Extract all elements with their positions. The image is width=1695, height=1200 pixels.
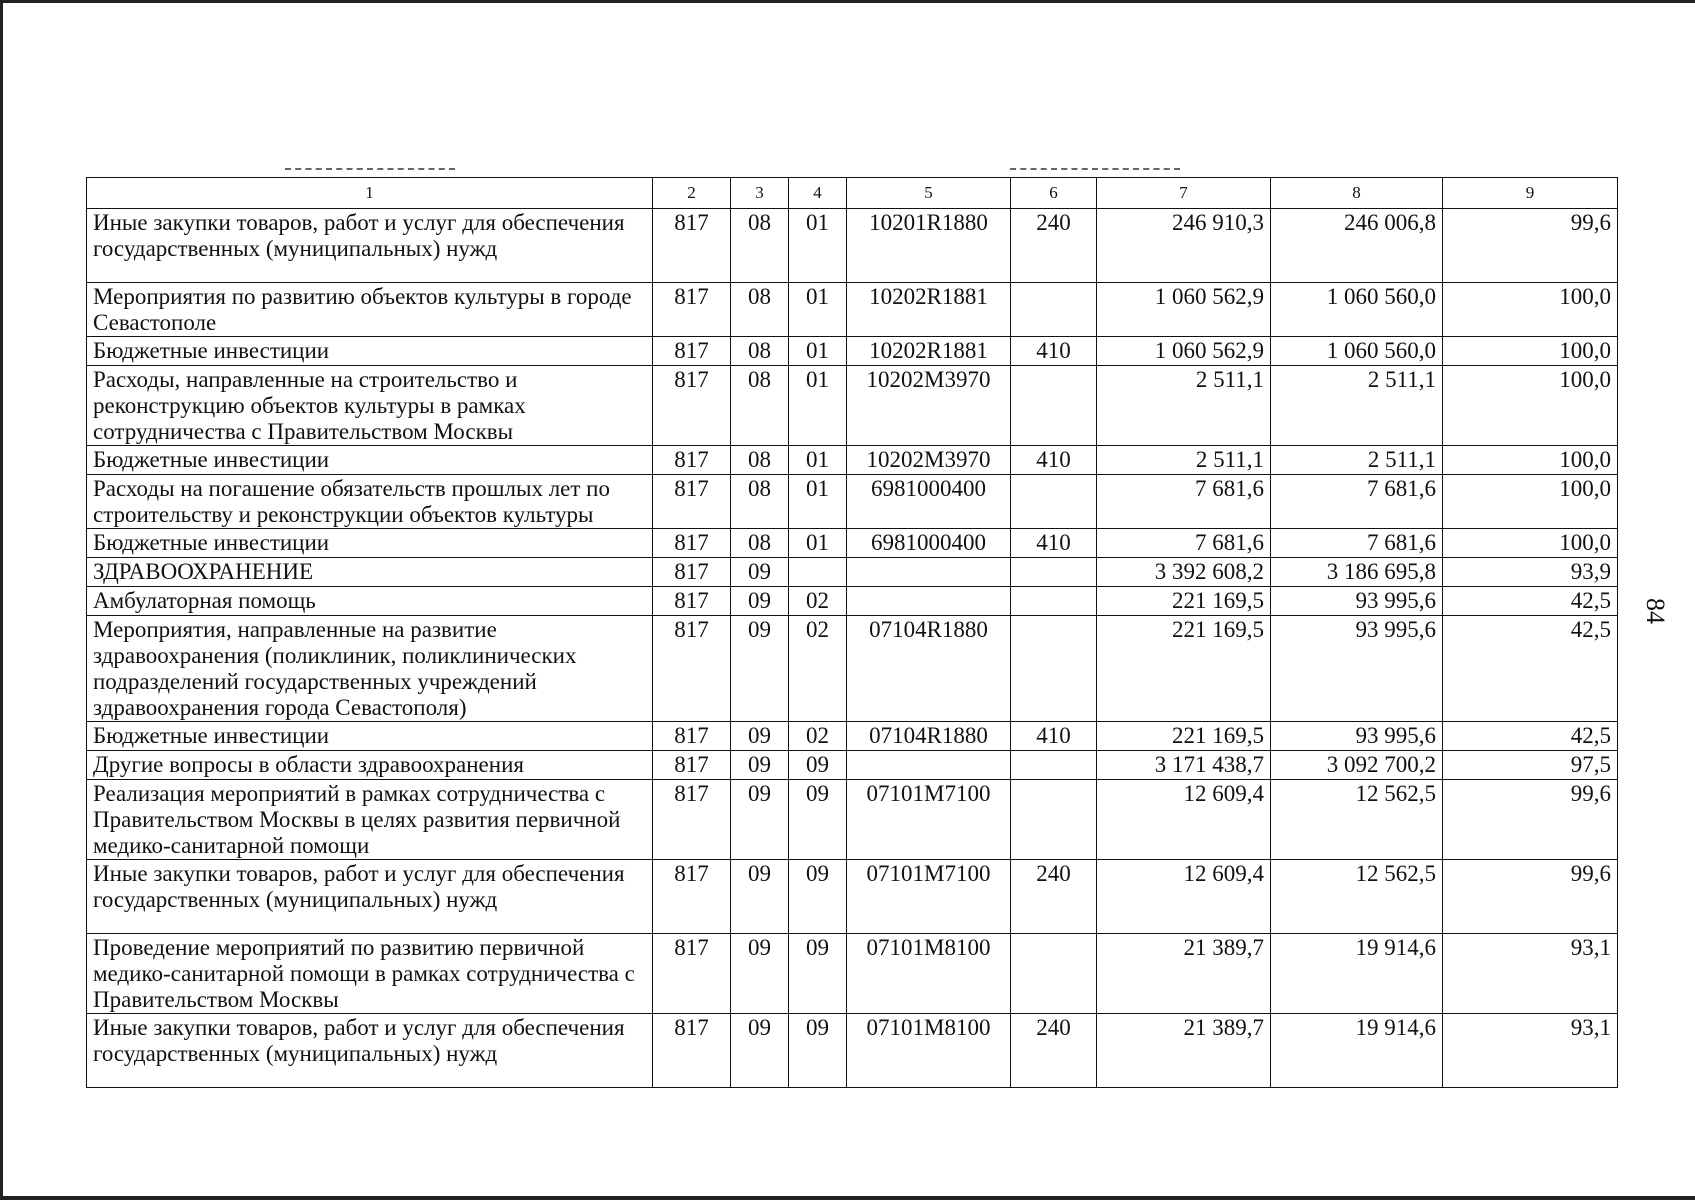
expense-type-code	[1011, 283, 1097, 337]
subsection-code: 01	[789, 337, 847, 366]
subsection-code: 09	[789, 751, 847, 780]
execution-percent: 99,6	[1443, 209, 1618, 283]
scan-edge-left	[0, 0, 3, 1200]
table-row	[87, 934, 1618, 1014]
subsection-code	[789, 558, 847, 587]
row-description: Другие вопросы в области здравоохранения	[87, 751, 653, 780]
admin-code: 817	[653, 209, 731, 283]
row-description: Иные закупки товаров, работ и услуг для обеспечения государственных (муниципальных) нужд	[87, 209, 653, 283]
target-article-code: 10201R1880	[847, 209, 1011, 283]
planned-amount: 246 910,3	[1097, 209, 1271, 283]
target-article-code: 10202R1881	[847, 337, 1011, 366]
planned-amount: 7 681,6	[1097, 529, 1271, 558]
execution-percent: 100,0	[1443, 283, 1618, 337]
admin-code: 817	[653, 446, 731, 475]
budget-table	[86, 177, 1618, 1088]
admin-code: 817	[653, 283, 731, 337]
table-row	[87, 722, 1618, 751]
subsection-code: 09	[789, 934, 847, 1014]
row-description: Иные закупки товаров, работ и услуг для обеспечения государственных (муниципальных) нужд	[87, 860, 653, 934]
table-row	[87, 366, 1618, 446]
execution-percent: 100,0	[1443, 337, 1618, 366]
table-row	[87, 337, 1618, 366]
row-description: ЗДРАВООХРАНЕНИЕ	[87, 558, 653, 587]
target-article-code: 07104R1880	[847, 616, 1011, 722]
section-code: 08	[731, 446, 789, 475]
table-row	[87, 780, 1618, 860]
section-code: 08	[731, 366, 789, 446]
expense-type-code	[1011, 934, 1097, 1014]
row-description: Расходы на погашение обязательств прошлых лет по строительству и реконструкции объектов культуры	[87, 475, 653, 529]
target-article-code: 07101M8100	[847, 1014, 1011, 1088]
admin-code: 817	[653, 475, 731, 529]
expense-type-code: 240	[1011, 1014, 1097, 1088]
section-code: 09	[731, 558, 789, 587]
column-number: 9	[1443, 178, 1618, 209]
row-description: Иные закупки товаров, работ и услуг для обеспечения государственных (муниципальных) нужд	[87, 1014, 653, 1088]
planned-amount: 3 392 608,2	[1097, 558, 1271, 587]
row-description: Бюджетные инвестиции	[87, 337, 653, 366]
expense-type-code	[1011, 616, 1097, 722]
expense-type-code: 240	[1011, 860, 1097, 934]
execution-percent: 93,9	[1443, 558, 1618, 587]
planned-amount: 2 511,1	[1097, 446, 1271, 475]
execution-percent: 97,5	[1443, 751, 1618, 780]
section-code: 08	[731, 475, 789, 529]
subsection-code: 02	[789, 722, 847, 751]
subsection-code: 01	[789, 209, 847, 283]
section-code: 08	[731, 283, 789, 337]
target-article-code: 10202R1881	[847, 283, 1011, 337]
column-number: 2	[653, 178, 731, 209]
table-row	[87, 860, 1618, 934]
column-number: 7	[1097, 178, 1271, 209]
target-article-code: 6981000400	[847, 475, 1011, 529]
table-row	[87, 283, 1618, 337]
page-number: 84	[1641, 598, 1670, 624]
row-description: Мероприятия, направленные на развитие здравоохранения (поликлиник, поликлинических подразделений государственных учреждений здравоохранения города Севастополя)	[87, 616, 653, 722]
subsection-code: 09	[789, 1014, 847, 1088]
planned-amount: 21 389,7	[1097, 934, 1271, 1014]
admin-code: 817	[653, 529, 731, 558]
target-article-code	[847, 751, 1011, 780]
column-number: 1	[87, 178, 653, 209]
table-row	[87, 1014, 1618, 1088]
row-description: Бюджетные инвестиции	[87, 446, 653, 475]
section-code: 09	[731, 722, 789, 751]
admin-code: 817	[653, 780, 731, 860]
expense-type-code: 240	[1011, 209, 1097, 283]
admin-code: 817	[653, 587, 731, 616]
planned-amount: 2 511,1	[1097, 366, 1271, 446]
table-row	[87, 446, 1618, 475]
table-row	[87, 529, 1618, 558]
actual-amount: 93 995,6	[1271, 616, 1443, 722]
subsection-code: 01	[789, 366, 847, 446]
expense-type-code	[1011, 558, 1097, 587]
table-row	[87, 587, 1618, 616]
section-code: 09	[731, 860, 789, 934]
planned-amount: 1 060 562,9	[1097, 283, 1271, 337]
row-description: Мероприятия по развитию объектов культуры в городе Севастополе	[87, 283, 653, 337]
subsection-code: 01	[789, 446, 847, 475]
expense-type-code	[1011, 780, 1097, 860]
actual-amount: 93 995,6	[1271, 722, 1443, 751]
expense-type-code	[1011, 587, 1097, 616]
planned-amount: 221 169,5	[1097, 587, 1271, 616]
row-description: Амбулаторная помощь	[87, 587, 653, 616]
execution-percent: 100,0	[1443, 529, 1618, 558]
expense-type-code	[1011, 366, 1097, 446]
target-article-code: 10202M3970	[847, 366, 1011, 446]
target-article-code	[847, 558, 1011, 587]
execution-percent: 100,0	[1443, 366, 1618, 446]
target-article-code: 6981000400	[847, 529, 1011, 558]
planned-amount: 221 169,5	[1097, 722, 1271, 751]
admin-code: 817	[653, 558, 731, 587]
execution-percent: 100,0	[1443, 475, 1618, 529]
admin-code: 817	[653, 616, 731, 722]
subsection-code: 09	[789, 860, 847, 934]
planned-amount: 12 609,4	[1097, 860, 1271, 934]
actual-amount: 3 186 695,8	[1271, 558, 1443, 587]
execution-percent: 42,5	[1443, 616, 1618, 722]
section-code: 09	[731, 934, 789, 1014]
section-code: 08	[731, 529, 789, 558]
section-code: 09	[731, 1014, 789, 1088]
planned-amount: 21 389,7	[1097, 1014, 1271, 1088]
actual-amount: 7 681,6	[1271, 475, 1443, 529]
planned-amount: 7 681,6	[1097, 475, 1271, 529]
row-description: Реализация мероприятий в рамках сотрудничества с Правительством Москвы в целях развития первичной медико-санитарной помощи	[87, 780, 653, 860]
actual-amount: 12 562,5	[1271, 860, 1443, 934]
actual-amount: 19 914,6	[1271, 1014, 1443, 1088]
execution-percent: 99,6	[1443, 860, 1618, 934]
column-number-header-row	[87, 178, 1618, 209]
admin-code: 817	[653, 366, 731, 446]
column-number: 6	[1011, 178, 1097, 209]
section-code: 08	[731, 337, 789, 366]
planned-amount: 221 169,5	[1097, 616, 1271, 722]
subsection-code: 01	[789, 475, 847, 529]
column-number: 5	[847, 178, 1011, 209]
target-article-code: 07101M7100	[847, 780, 1011, 860]
target-article-code: 07101M8100	[847, 934, 1011, 1014]
table-row	[87, 616, 1618, 722]
execution-percent: 93,1	[1443, 934, 1618, 1014]
subsection-code: 02	[789, 616, 847, 722]
section-code: 09	[731, 751, 789, 780]
scan-edge-top	[0, 0, 1695, 3]
expense-type-code: 410	[1011, 446, 1097, 475]
actual-amount: 93 995,6	[1271, 587, 1443, 616]
subsection-code: 02	[789, 587, 847, 616]
actual-amount: 1 060 560,0	[1271, 337, 1443, 366]
execution-percent: 42,5	[1443, 722, 1618, 751]
column-number: 4	[789, 178, 847, 209]
section-code: 09	[731, 780, 789, 860]
execution-percent: 99,6	[1443, 780, 1618, 860]
section-code: 08	[731, 209, 789, 283]
row-description: Бюджетные инвестиции	[87, 722, 653, 751]
planned-amount: 3 171 438,7	[1097, 751, 1271, 780]
admin-code: 817	[653, 751, 731, 780]
execution-percent: 42,5	[1443, 587, 1618, 616]
subsection-code: 01	[789, 529, 847, 558]
subsection-code: 09	[789, 780, 847, 860]
target-article-code: 07101M7100	[847, 860, 1011, 934]
scan-edge-bottom	[0, 1196, 1695, 1200]
admin-code: 817	[653, 722, 731, 751]
expense-type-code: 410	[1011, 722, 1097, 751]
actual-amount: 2 511,1	[1271, 366, 1443, 446]
actual-amount: 7 681,6	[1271, 529, 1443, 558]
column-number: 3	[731, 178, 789, 209]
actual-amount: 12 562,5	[1271, 780, 1443, 860]
column-number: 8	[1271, 178, 1443, 209]
expense-type-code: 410	[1011, 529, 1097, 558]
section-code: 09	[731, 587, 789, 616]
row-description: Проведение мероприятий по развитию первичной медико-санитарной помощи в рамках сотрудничества с Правительством Москвы	[87, 934, 653, 1014]
execution-percent: 100,0	[1443, 446, 1618, 475]
actual-amount: 246 006,8	[1271, 209, 1443, 283]
admin-code: 817	[653, 860, 731, 934]
admin-code: 817	[653, 1014, 731, 1088]
table-row	[87, 475, 1618, 529]
planned-amount: 12 609,4	[1097, 780, 1271, 860]
admin-code: 817	[653, 934, 731, 1014]
scan-dash-mark	[1010, 168, 1180, 172]
section-code: 09	[731, 616, 789, 722]
planned-amount: 1 060 562,9	[1097, 337, 1271, 366]
row-description: Бюджетные инвестиции	[87, 529, 653, 558]
table-row	[87, 558, 1618, 587]
row-description: Расходы, направленные на строительство и реконструкцию объектов культуры в рамках сотрудничества с Правительством Москвы	[87, 366, 653, 446]
table-row	[87, 751, 1618, 780]
actual-amount: 19 914,6	[1271, 934, 1443, 1014]
table-row	[87, 209, 1618, 283]
actual-amount: 3 092 700,2	[1271, 751, 1443, 780]
expense-type-code: 410	[1011, 337, 1097, 366]
actual-amount: 2 511,1	[1271, 446, 1443, 475]
actual-amount: 1 060 560,0	[1271, 283, 1443, 337]
target-article-code: 07104R1880	[847, 722, 1011, 751]
expense-type-code	[1011, 475, 1097, 529]
scan-dash-mark	[285, 168, 455, 172]
execution-percent: 93,1	[1443, 1014, 1618, 1088]
expense-type-code	[1011, 751, 1097, 780]
target-article-code: 10202M3970	[847, 446, 1011, 475]
target-article-code	[847, 587, 1011, 616]
admin-code: 817	[653, 337, 731, 366]
subsection-code: 01	[789, 283, 847, 337]
